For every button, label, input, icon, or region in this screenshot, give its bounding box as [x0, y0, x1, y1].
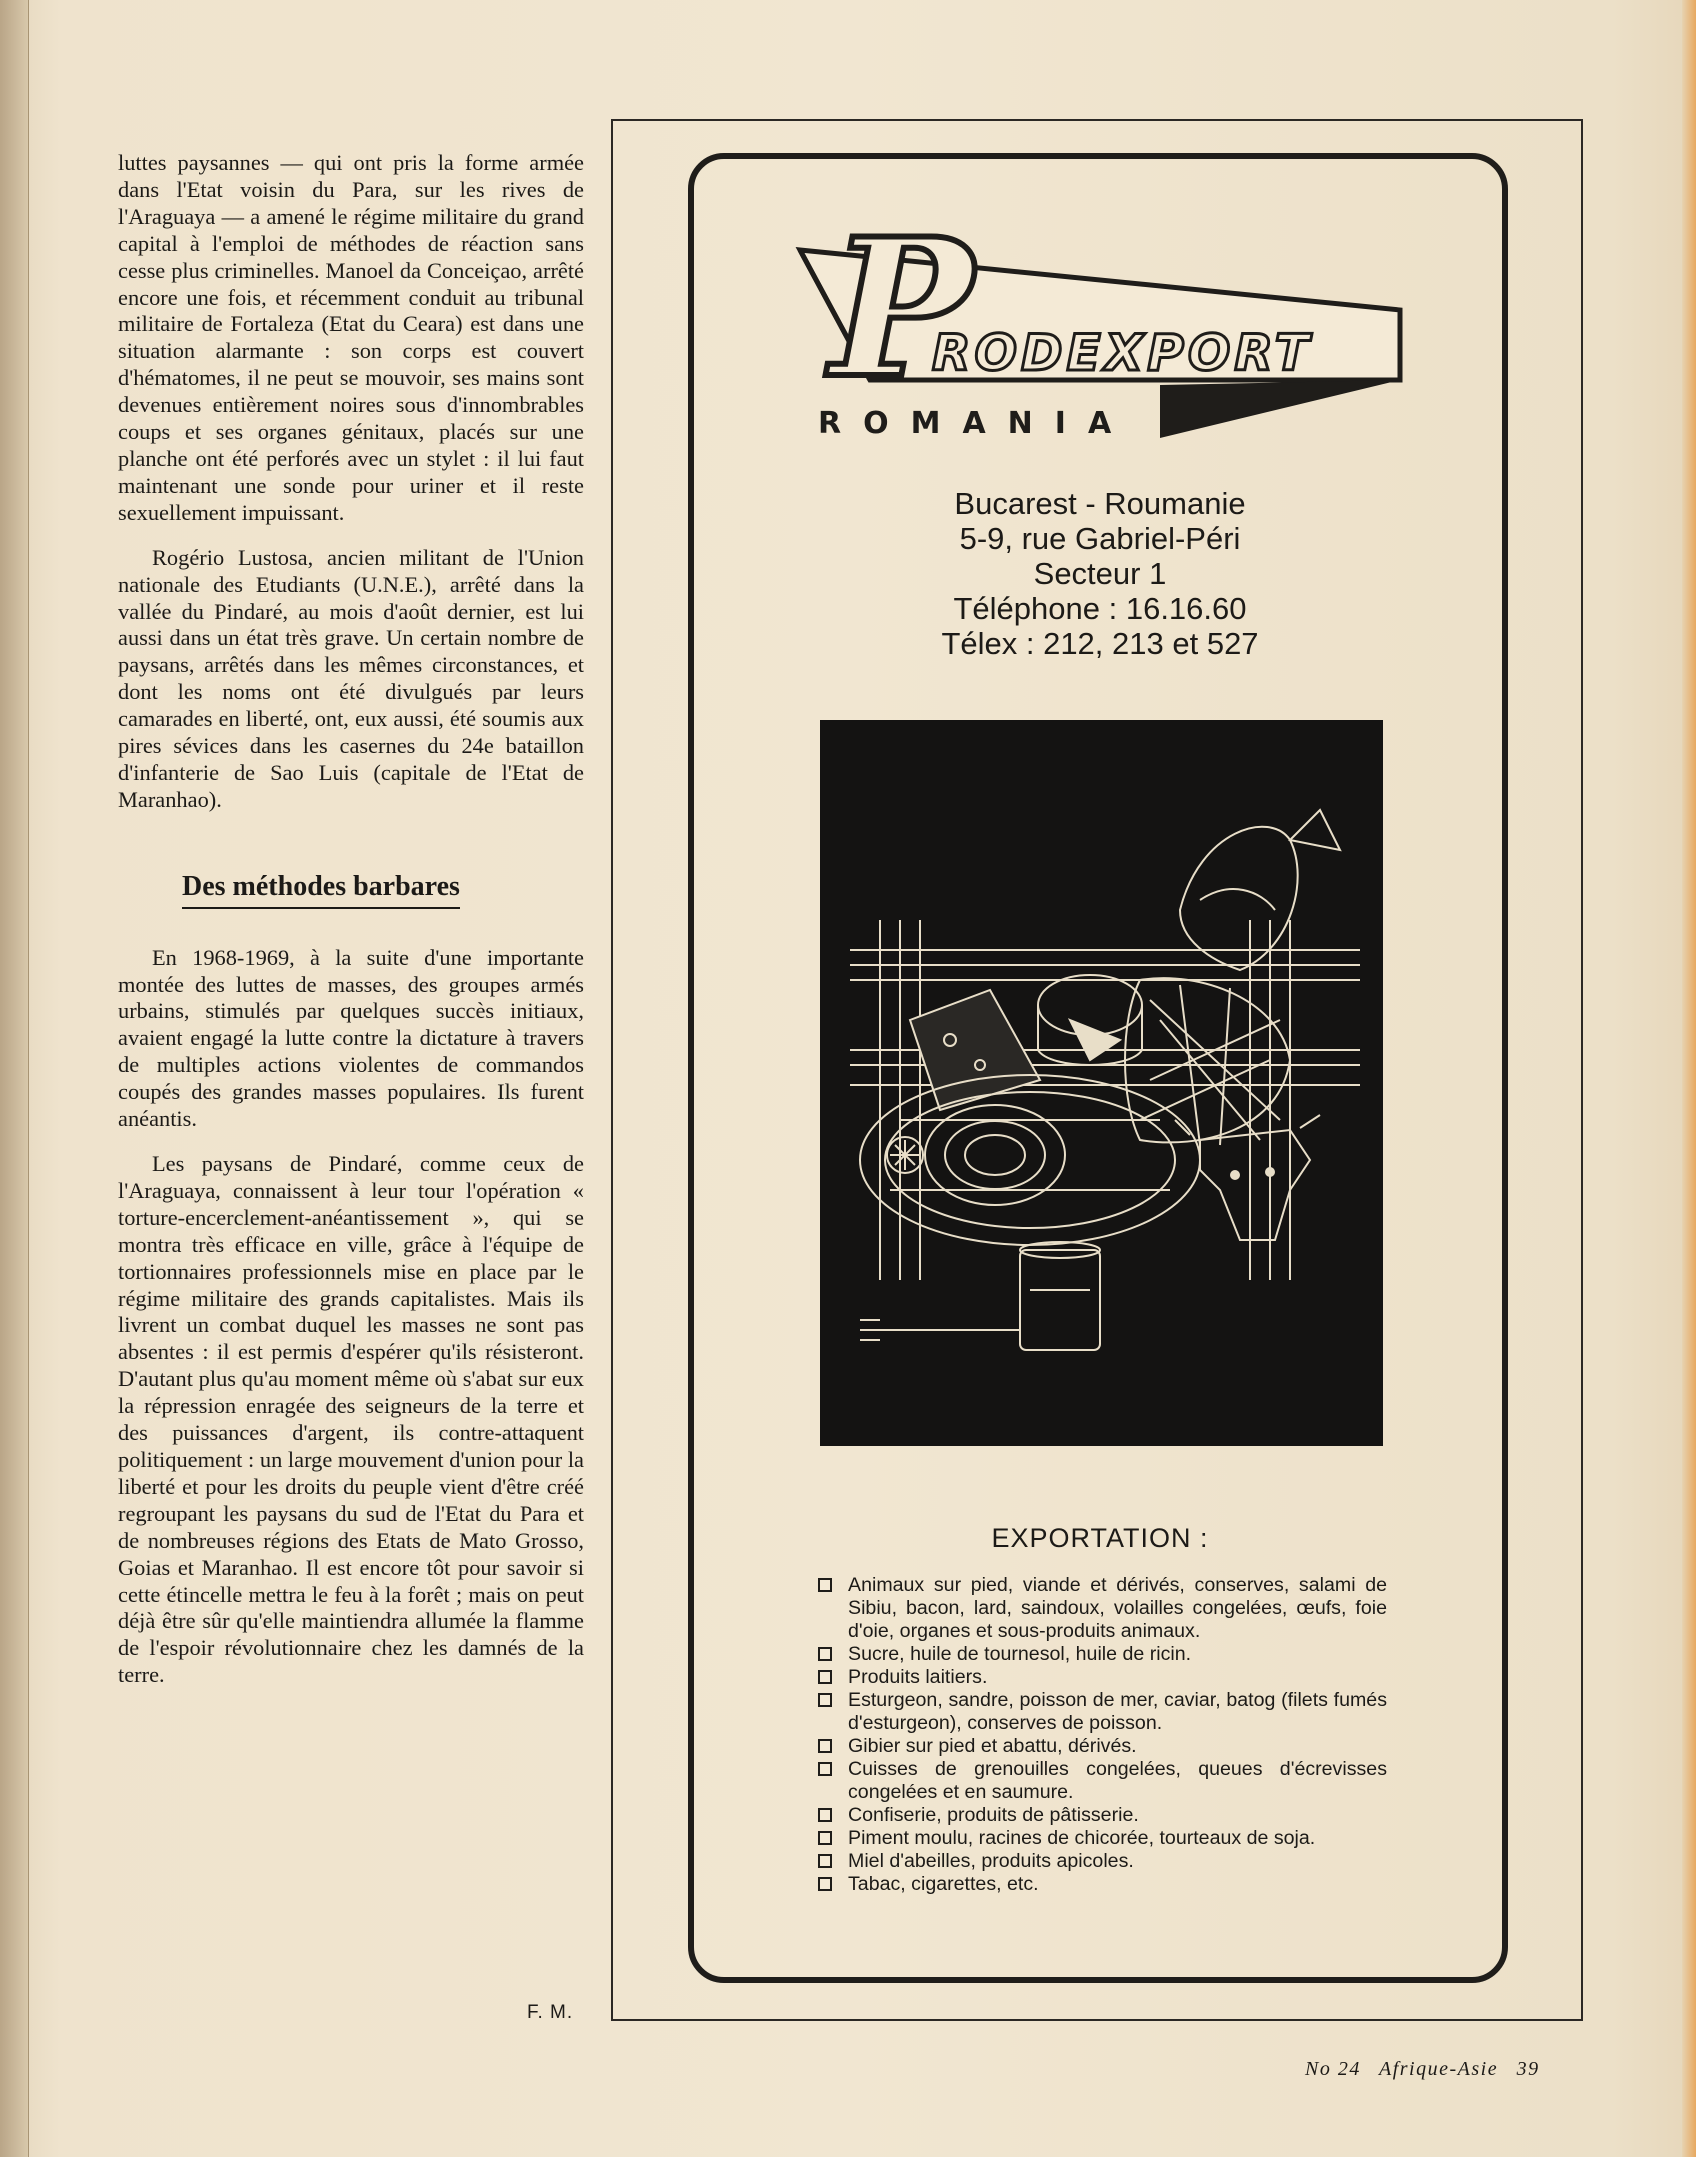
logo-word: RODEXPORT	[932, 324, 1313, 382]
export-item: Gibier sur pied et abattu, dérivés.	[815, 1735, 1387, 1758]
article-paragraph: Rogério Lustosa, ancien militant de l'Union nationale des Etudiants (U.N.E.), arrêté dans la vallée du Pindaré, au mois d'août dernier, est lui aussi dans un état très grave. Un certain nombre de paysans, arrêtés dans les mêmes circonstances, et dont les noms ont été divulgués par leurs camarades en liberté, ont, eux aussi, été soumis aux pires sévices dans les casernes du 24e bataillon d'infanterie de Sao Luis (capitale de l'Etat de Maranhao).	[118, 544, 584, 812]
export-item: Miel d'abeilles, produits apicoles.	[815, 1850, 1387, 1873]
logo-initial: P	[830, 197, 973, 420]
article-paragraph: En 1968-1969, à la suite d'une importante montée des luttes de masses, des groupes armés urbains, stimulés par quelques succès initiaux, avaient engagé la lutte contre la dictature à travers de multiples actions violentes de commandos coupés des grandes masses populaires. Ils furent anéantis.	[118, 944, 584, 1132]
checkbox-icon	[818, 1647, 832, 1661]
contact-city: Bucarest - Roumanie	[954, 486, 1246, 521]
checkbox-icon	[818, 1854, 832, 1868]
contact-street: 5-9, rue Gabriel-Péri	[959, 521, 1241, 556]
checkbox-icon	[818, 1578, 832, 1592]
logo-country: ROMANIA	[818, 406, 1134, 441]
article-paragraph: Les paysans de Pindaré, comme ceux de l'Araguaya, connaissent à leur tour l'opération « torture-encerclement-anéantissement », qui se montra très efficace en ville, grâce à l'équipe de tortionnaires professionnels mise en place par le régime militaire des grands capitalistes. Mais ils livrent un combat duquel les masses ne sont pas absentes : il est permis d'espérer qu'ils résisteront. D'autant plus qu'au moment même où s'abat sur eux la répression enragée des seigneurs de la terre et des puissances d'argent, ils contre-attaquent politiquement : un large mouvement d'union pour la liberté et pour les droits du peuple vient d'être créé regroupant les paysans du sud de l'Etat du Para et de nombreuses régions des Etats de Mato Grosso, Goias et Maranhao. Il est encore tôt pour savoir si cette étincelle mettra le feu à la forêt ; mais on peut déjà être sûr qu'elle maintiendra allumée la flamme de l'espoir révolutionnaire chez les damnés de la terre.	[118, 1151, 584, 1688]
author-signature: F. M.	[527, 2002, 574, 2023]
checkbox-icon	[818, 1831, 832, 1845]
checkbox-icon	[818, 1808, 832, 1822]
checkbox-icon	[818, 1877, 832, 1891]
export-heading: EXPORTATION :	[991, 1523, 1209, 1553]
article-paragraph: luttes paysannes — qui ont pris la forme armée dans l'Etat voisin du Para, sur les rives de l'Araguaya — a amené le régime militaire du grand capital à l'emploi de méthodes de réaction sans cesse plus criminelles. Manoel da Conceiçao, arrêté encore une fois, et récemment conduit au tribunal militaire de Fortaleza (Etat du Ceara) est dans une situation alarmante : son corps est couvert d'hématomes, il ne peut se mouvoir, ses mains sont devenues entièrement noires sous d'innombrables coups et ses organes génitaux, placés sur une planche ont été perforés avec un stylet : il lui faut maintenant une sonde pour uriner et il reste sexuellement impuissant.	[118, 150, 584, 525]
issue-number: No 24	[1305, 2058, 1361, 2080]
export-item: Esturgeon, sandre, poisson de mer, caviar, batog (filets fumés d'esturgeon), conserves de poisson.	[815, 1689, 1387, 1735]
prodexport-logo	[790, 190, 1410, 450]
checkbox-icon	[818, 1670, 832, 1684]
checkbox-icon	[818, 1762, 832, 1776]
export-item: Produits laitiers.	[815, 1666, 1387, 1689]
magazine-name: Afrique-Asie	[1378, 2058, 1499, 2080]
export-item: Tabac, cigarettes, etc.	[815, 1873, 1387, 1896]
export-item: Cuisses de grenouilles congelées, queues d'écrevisses congelées et en saumure.	[815, 1758, 1387, 1804]
section-heading: Des méthodes barbares	[182, 874, 460, 909]
checkbox-icon	[818, 1739, 832, 1753]
contact-sector: Secteur 1	[1033, 556, 1167, 591]
export-item: Sucre, huile de tournesol, huile de ricin.	[815, 1643, 1387, 1666]
food-illustration	[820, 720, 1383, 1446]
binding-spine	[0, 0, 29, 2157]
page-number: 39	[1516, 2058, 1540, 2080]
page-edge	[1682, 0, 1696, 2157]
page-footer	[1305, 2058, 1552, 2081]
export-list	[815, 1574, 1387, 1896]
export-item: Confiserie, produits de pâtisserie.	[815, 1804, 1387, 1827]
export-item: Piment moulu, racines de chicorée, tourteaux de soja.	[815, 1827, 1387, 1850]
article-column	[118, 150, 584, 1707]
contact-block	[820, 486, 1380, 661]
export-item: Animaux sur pied, viande et dérivés, conserves, salami de Sibiu, bacon, lard, saindoux, volailles congelées, œufs, foie d'oie, organes et sous-produits animaux.	[815, 1574, 1387, 1643]
contact-telex: Télex : 212, 213 et 527	[941, 626, 1259, 661]
checkbox-icon	[818, 1693, 832, 1707]
contact-phone: Téléphone : 16.16.60	[953, 591, 1247, 626]
